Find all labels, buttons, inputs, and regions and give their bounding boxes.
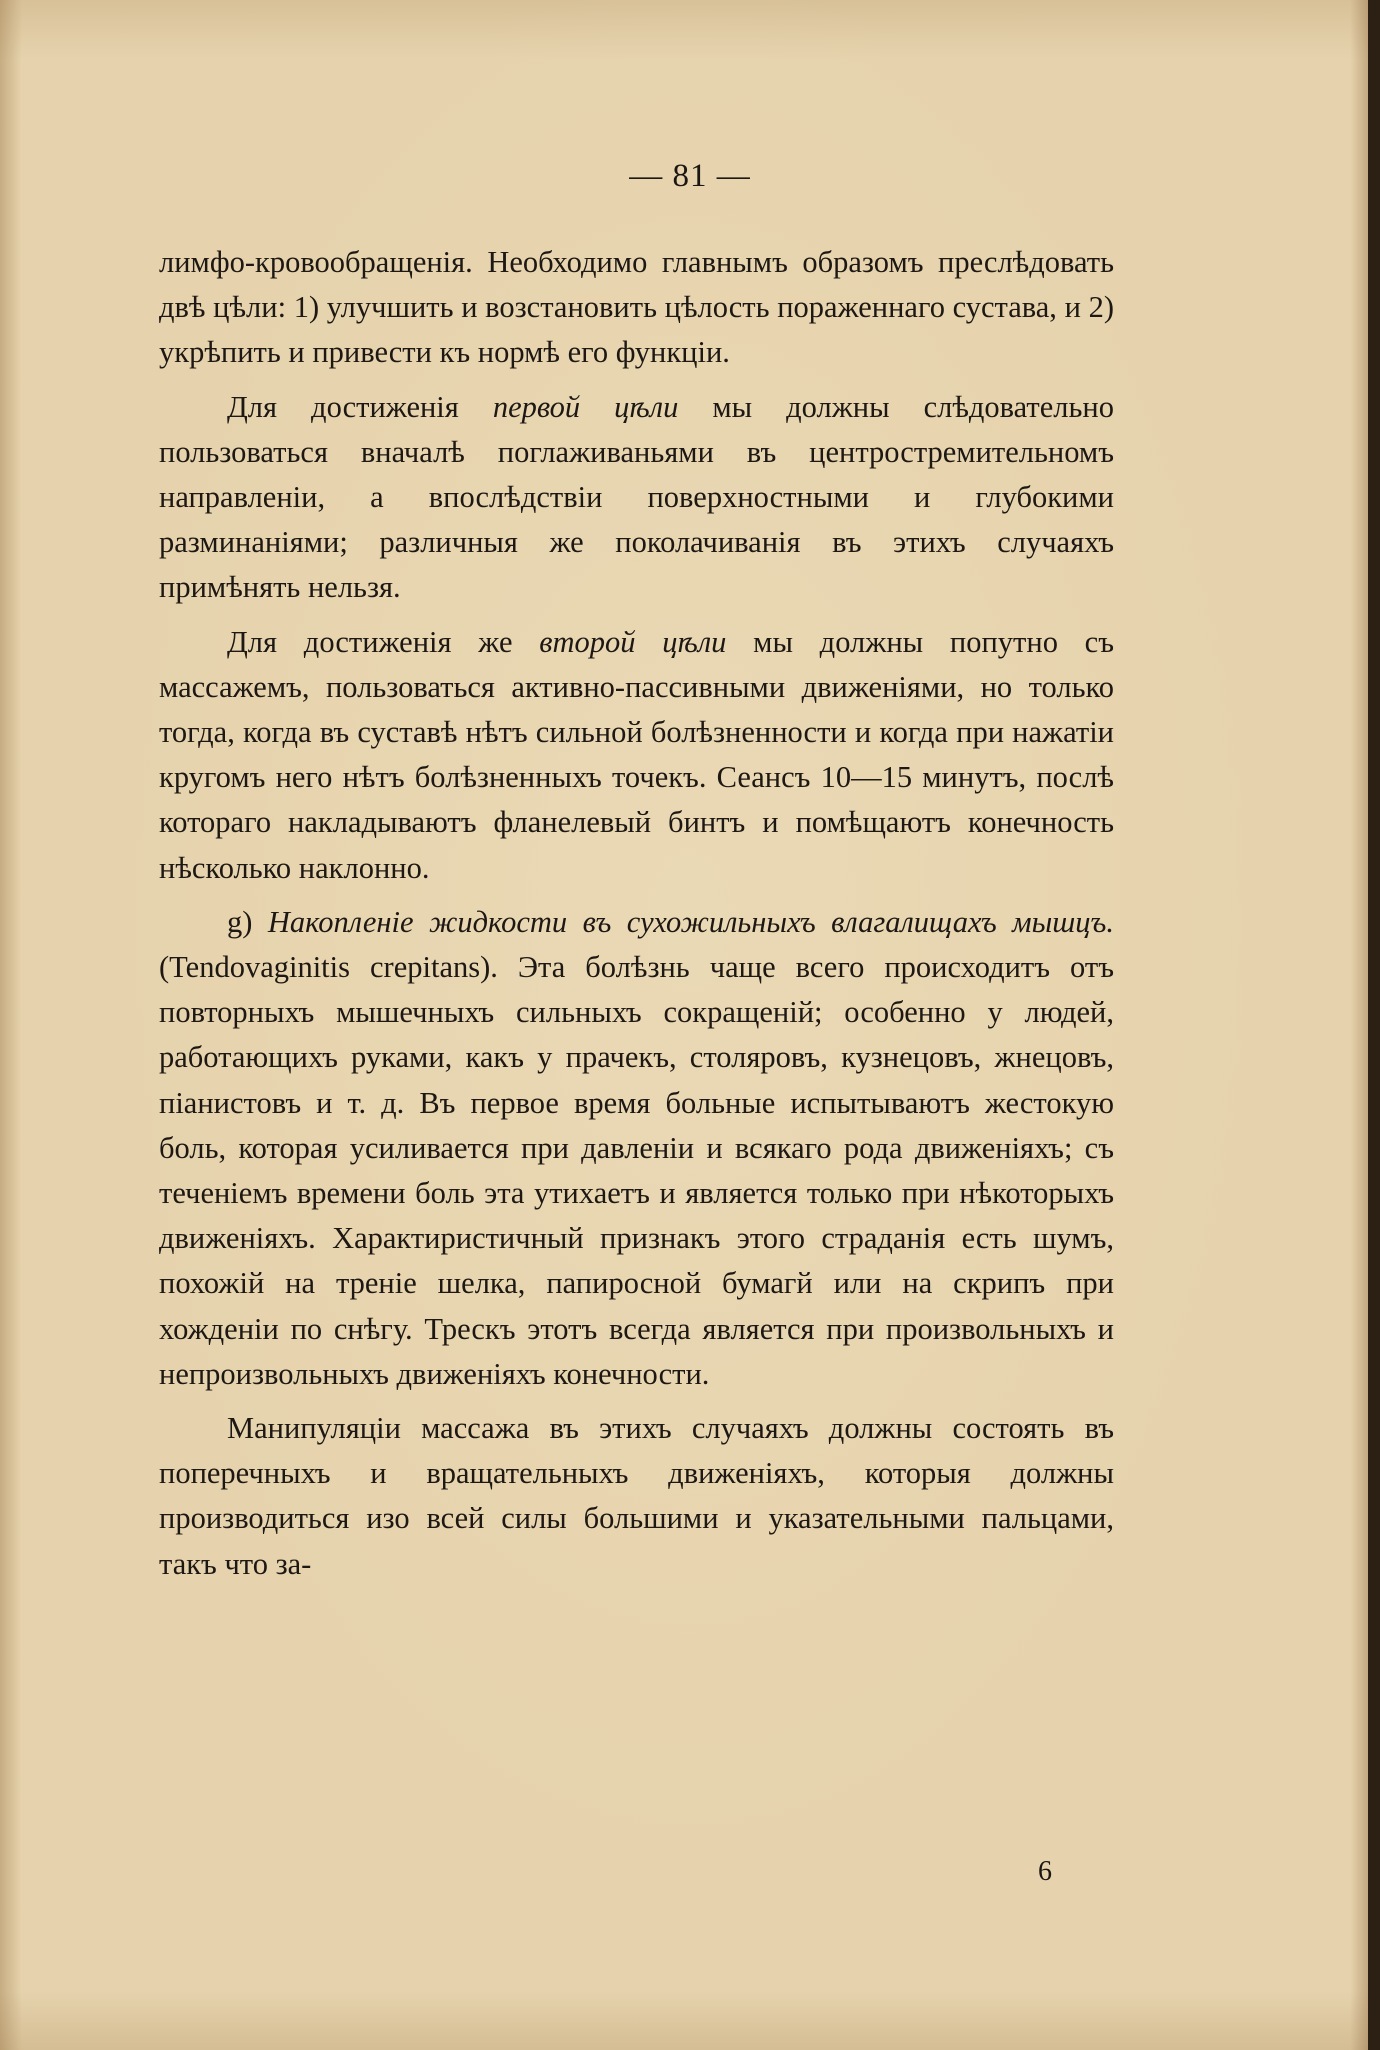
paragraph-3-lead: Для достиженія же xyxy=(227,624,540,659)
page-number: — 81 — xyxy=(629,158,751,194)
paragraph-3-rest: мы должны попутно съ массажемъ, пользоваться активно-пассивными движеніями, но только тогда, когда въ суставѣ нѣтъ сильной болѣзненности и когда при нажатіи кругомъ него нѣтъ болѣзненныхъ точекъ. Сеансъ 10—15 минутъ, послѣ котораго накладываютъ фланелевый бинтъ и помѣщаютъ конечность нѣсколько наклонно. xyxy=(159,624,1114,885)
paragraph-3-emphasis: второй цѣли xyxy=(539,624,727,659)
paragraph-2-rest: мы должны слѣдовательно пользоваться вначалѣ поглаживаньями въ центростремительномъ направленіи, а впослѣдствіи поверхностными и глубокими разминаніями; различныя же поколачиванія въ этихъ случаяхъ примѣнять нельзя. xyxy=(159,389,1114,605)
paragraph-1: лимфо-кровообращенія. Необходимо главнымъ образомъ преслѣдовать двѣ цѣли: 1) улучшить и возстановить цѣлость пораженнаго сустава, и 2) укрѣпить и привести къ нормѣ его функціи. xyxy=(159,245,1114,370)
printer-signature-mark: 6 xyxy=(1038,1856,1052,1887)
paragraph-2-emphasis: первой цѣли xyxy=(492,389,679,424)
paragraph-2-lead: Для достиженія xyxy=(227,389,493,424)
paragraph-5: Манипуляціи массажа въ этихъ случаяхъ должны состоять въ поперечныхъ и вращательныхъ движеніяхъ, которыя должны производиться изо всей силы большими и указательными пальцами, такъ что за- xyxy=(159,1411,1114,1581)
paragraph-4-section-g xyxy=(159,900,1114,1397)
paragraph-3 xyxy=(159,620,1114,891)
paragraph-2 xyxy=(159,385,1114,611)
paragraph-4-rest: (Tendovaginitis crepitans). Эта болѣзнь чаще всего происходитъ отъ повторныхъ мышечныхъ сильныхъ сокращеній; особенно у людей, работающихъ руками, какъ у прачекъ, столяровъ, кузнецовъ, жнецовъ, піанистовъ и т. д. Въ первое время больные испытываютъ жестокую боль, которая усиливается при давленіи и всякаго рода движеніяхъ; съ теченіемъ времени боль эта утихаетъ и является только при нѣкоторыхъ движеніяхъ. Характиристичный признакъ этого страданія есть шумъ, похожій на треніе шелка, папиросной бумагй или на скрипъ при хожденіи по снѣгу. Трескъ этотъ всегда является при произвольныхъ и непроизвольныхъ движеніяхъ конечности. xyxy=(159,950,1114,1391)
body-text xyxy=(159,240,1114,1596)
section-label: g) xyxy=(227,904,268,939)
section-heading: Накопленіе жидкости въ сухожильныхъ влагалищахъ мышцъ. xyxy=(267,904,1114,939)
page-edge-shadow xyxy=(1368,0,1380,2050)
